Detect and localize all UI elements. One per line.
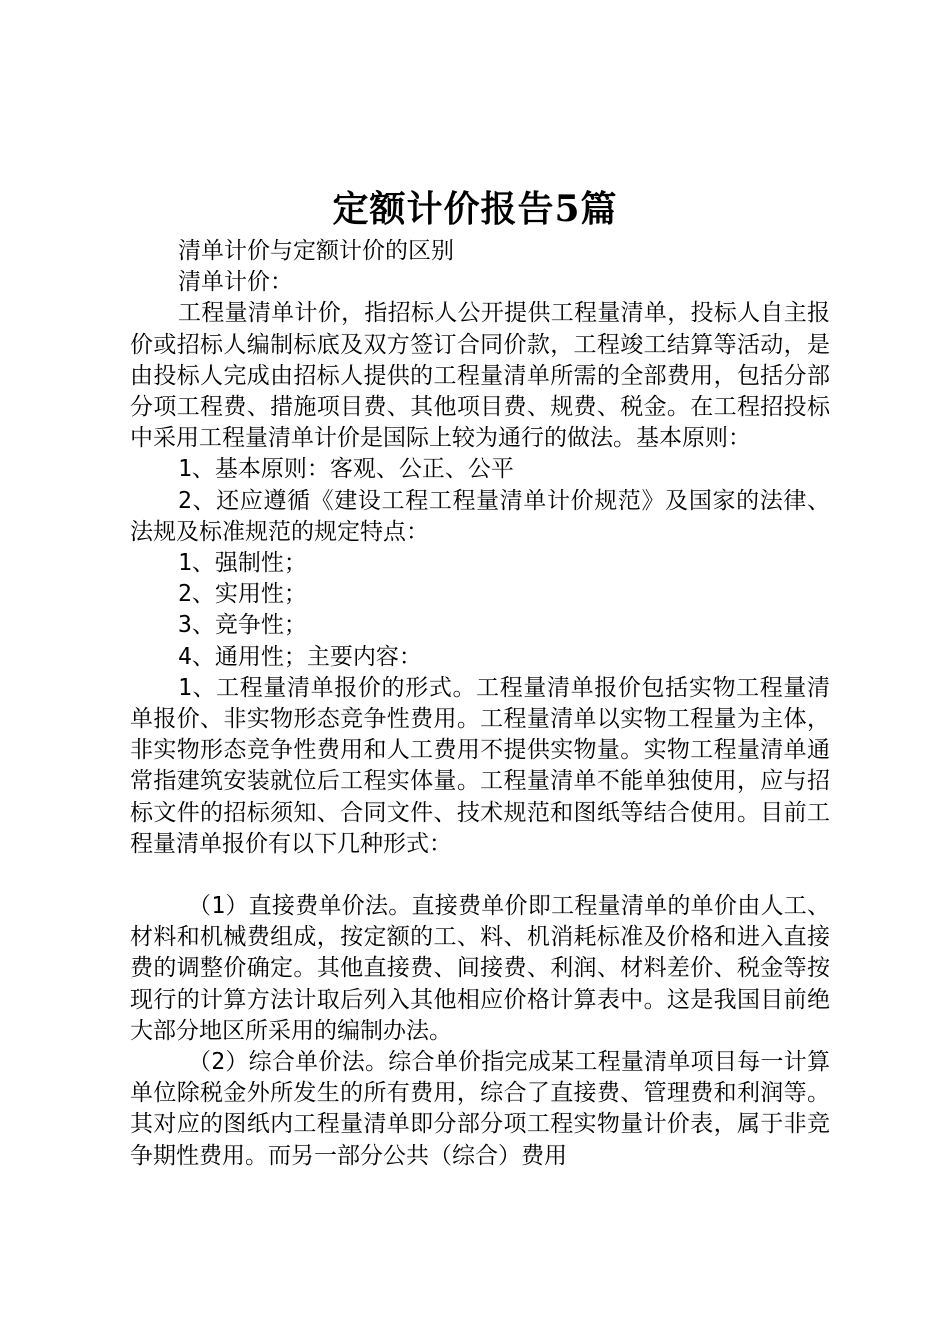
- paragraph-feature-3: 3、竞争性；: [178, 612, 307, 639]
- paragraph-content-1: 1、工程量清单报价的形式。工程量清单报价包括实物工程量清单报价、非实物形态竞争性费用。工程量清单以实物工程量为主体，非实物形态竞争性费用和人工费用不提供实物量。实物工程量清单通常指建筑安装就位后工程实体量。工程量清单不能单独使用，应与招标文件的招标须知、合同文件、技术规范和图纸等结合使用。目前工程量清单报价有以下几种形式：: [130, 674, 830, 857]
- paragraph-definition: 工程量清单计价，指招标人公开提供工程量清单，投标人自主报价或招标人编制标底及双方签订合同价款，工程竣工结算等活动，是由投标人完成由招标人提供的工程量清单所需的全部费用，包括分部分项工程费、措施项目费、其他项目费、规费、税金。在工程招投标中采用工程量清单计价是国际上较为通行的做法。基本原则：: [130, 300, 830, 452]
- paragraph-principle-2: 2、还应遵循《建设工程工程量清单计价规范》及国家的法律、法规及标准规范的规定特点：: [130, 487, 830, 545]
- paragraph-method-2: （2）综合单价法。综合单价指完成某工程量清单项目每一计算单位除税金外所发生的所有费用，综合了直接费、管理费和利润等。其对应的图纸内工程量清单即分部分项工程实物量计价表，属于非竞争期性费用。而另一部分公共（综合）费用: [130, 1049, 830, 1169]
- paragraph-feature-1: 1、强制性；: [178, 550, 307, 577]
- paragraph-feature-2: 2、实用性；: [178, 581, 307, 608]
- document-body: [130, 236, 830, 1172]
- paragraph-spacer: [130, 860, 830, 891]
- document-title: 定额计价报告5篇: [332, 188, 618, 230]
- paragraph-feature-4: 4、通用性；主要内容：: [178, 643, 422, 670]
- paragraph-heading-difference: 清单计价与定额计价的区别: [178, 238, 454, 264]
- paragraph-heading-list-pricing: 清单计价：: [178, 269, 293, 296]
- paragraph-method-1: （1）直接费单价法。直接费单价即工程量清单的单价由人工、材料和机械费组成，按定额的工、料、机消耗标准及价格和进入直接费的调整价确定。其他直接费、间接费、利润、材料差价、税金等按现行的计算方法计取后列入其他相应价格计算表中。这是我国目前绝大部分地区所采用的编制办法。: [130, 893, 830, 1044]
- paragraph-principle-1: 1、基本原则：客观、公正、公平: [178, 456, 514, 483]
